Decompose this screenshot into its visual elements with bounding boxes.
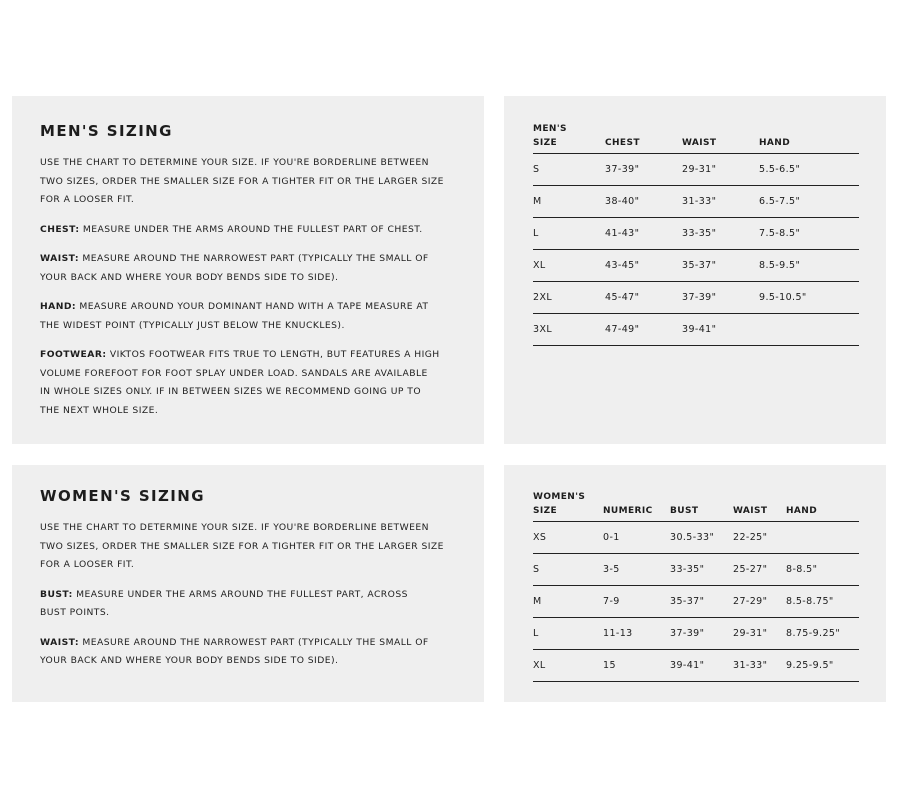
hand-cell: 8.5-8.75" [786,586,859,618]
hand-cell: 6.5-7.5" [759,186,859,218]
numeric-cell: 0-1 [603,522,670,554]
size-cell: XL [533,250,605,282]
bust-text: MEASURE UNDER THE ARMS AROUND THE FULLEST PART, ACROSS BUST POINTS. [40,588,408,618]
table-row [533,250,859,282]
table-row [533,154,859,186]
hand-cell [786,522,859,554]
table-row [533,522,859,554]
size-cell: L [533,618,603,650]
mens-hand-instruction [40,298,430,335]
size-cell: M [533,186,605,218]
header-waist: WAIST [733,490,786,522]
womens-intro-text: USE THE CHART TO DETERMINE YOUR SIZE. IF YOU'RE BORDERLINE BETWEEN TWO SIZES, ORDER THE SMALLER SIZE FOR A TIGHTER FIT OR THE LARGER SIZE FOR A LOOSER FIT. [40,522,444,570]
size-cell: XL [533,650,603,682]
mens-size-chart-panel [504,96,886,444]
footwear-text: VIKTOS FOOTWEAR FITS TRUE TO LENGTH, BUT FEATURES A HIGH VOLUME FOREFOOT FOR FOOT SPLAY UNDER LOAD. SANDALS ARE AVAILABLE IN WHOLE SIZES ONLY. IF IN BETWEEN SIZES WE RECOMMEND GOING UP TO THE NEXT WHOLE SIZE. [40,349,440,416]
bust-cell: 39-41" [670,650,733,682]
hand-cell: 8.75-9.25" [786,618,859,650]
chest-cell: 41-43" [605,218,682,250]
header-bust: BUST [670,490,733,522]
header-chest: CHEST [605,122,682,154]
mens-size-table [533,122,859,346]
waist-cell: 29-31" [733,618,786,650]
waist-label: WAIST: [40,253,80,264]
waist-cell: 25-27" [733,554,786,586]
waist-cell: 35-37" [682,250,759,282]
header-hand: HAND [759,122,859,154]
mens-table-header-row [533,122,859,154]
hand-cell: 8-8.5" [786,554,859,586]
footwear-label: FOOTWEAR: [40,349,107,360]
waist-cell: 29-31" [682,154,759,186]
hand-cell [759,314,859,346]
mens-sizing-title: MEN'S SIZING [40,122,173,140]
size-cell: L [533,218,605,250]
mens-sizing-info-panel [12,96,484,444]
bust-cell: 33-35" [670,554,733,586]
hand-cell: 5.5-6.5" [759,154,859,186]
table-row [533,186,859,218]
table-row [533,218,859,250]
waist-cell: 37-39" [682,282,759,314]
womens-table-header-row [533,490,859,522]
header-numeric: NUMERIC [603,490,670,522]
table-row [533,554,859,586]
womens-size-chart-panel [504,465,886,702]
hand-cell: 7.5-8.5" [759,218,859,250]
waist-text: MEASURE AROUND THE NARROWEST PART (TYPICALLY THE SMALL OF YOUR BACK AND WHERE YOUR BODY BENDS SIDE TO SIDE). [40,253,429,283]
numeric-cell: 15 [603,650,670,682]
bust-cell: 30.5-33" [670,522,733,554]
numeric-cell: 3-5 [603,554,670,586]
header-waist: WAIST [682,122,759,154]
waist-cell: 22-25" [733,522,786,554]
chest-cell: 43-45" [605,250,682,282]
numeric-cell: 11-13 [603,618,670,650]
header-hand: HAND [786,490,859,522]
hand-text: MEASURE AROUND YOUR DOMINANT HAND WITH A TAPE MEASURE AT THE WIDEST POINT (TYPICALLY JUST BELOW THE KNUCKLES). [40,301,429,331]
waist-cell: 31-33" [682,186,759,218]
header-womens-size: WOMEN'S SIZE [533,490,603,522]
mens-waist-instruction [40,250,445,287]
mens-chest-instruction [40,221,456,240]
womens-bust-instruction [40,586,430,623]
womens-sizing-title: WOMEN'S SIZING [40,487,205,505]
waist-cell: 39-41" [682,314,759,346]
header-mens-size: MEN'S SIZE [533,122,605,154]
womens-waist-instruction [40,634,445,671]
bust-label: BUST: [40,588,73,600]
hand-cell: 8.5-9.5" [759,250,859,282]
size-cell: S [533,154,605,186]
womens-sizing-info-panel [12,465,484,702]
hand-cell: 9.5-10.5" [759,282,859,314]
mens-intro-text: USE THE CHART TO DETERMINE YOUR SIZE. IF YOU'RE BORDERLINE BETWEEN TWO SIZES, ORDER THE SMALLER SIZE FOR A TIGHTER FIT OR THE LARGER SIZE FOR A LOOSER FIT. [40,157,444,205]
size-cell: 3XL [533,314,605,346]
waist-cell: 27-29" [733,586,786,618]
numeric-cell: 7-9 [603,586,670,618]
hand-label: HAND: [40,301,77,312]
table-row [533,618,859,650]
chest-text: MEASURE UNDER THE ARMS AROUND THE FULLEST PART OF CHEST. [82,223,423,235]
table-row [533,314,859,346]
waist-cell: 33-35" [682,218,759,250]
waist-label: WAIST: [40,636,80,648]
chest-cell: 38-40" [605,186,682,218]
chest-cell: 45-47" [605,282,682,314]
waist-text: MEASURE AROUND THE NARROWEST PART (TYPICALLY THE SMALL OF YOUR BACK AND WHERE YOUR BODY BENDS SIDE TO SIDE). [40,636,429,666]
table-row [533,650,859,682]
hand-cell: 9.25-9.5" [786,650,859,682]
size-cell: XS [533,522,603,554]
womens-size-table [533,490,859,682]
chest-label: CHEST: [40,223,80,235]
waist-cell: 31-33" [733,650,786,682]
size-cell: S [533,554,603,586]
table-row [533,282,859,314]
bust-cell: 37-39" [670,618,733,650]
chest-cell: 37-39" [605,154,682,186]
size-cell: M [533,586,603,618]
mens-footwear-instruction [40,346,440,420]
bust-cell: 35-37" [670,586,733,618]
size-cell: 2XL [533,282,605,314]
chest-cell: 47-49" [605,314,682,346]
table-row [533,586,859,618]
